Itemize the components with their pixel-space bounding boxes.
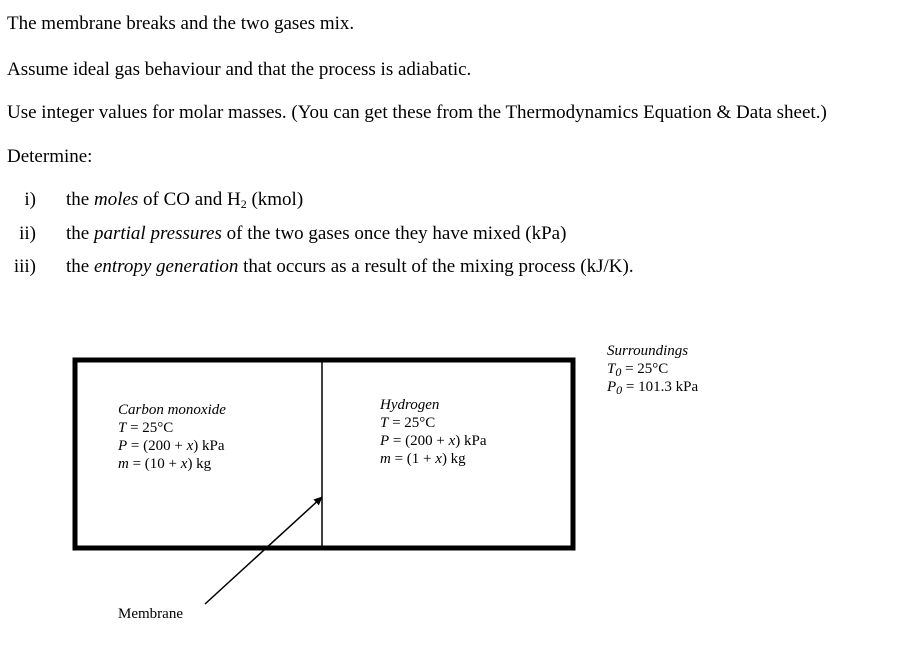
gas-pressure: P = (200 + x) kPa	[380, 433, 487, 449]
intro-line-3: Use integer values for molar masses. (You can get these from the Thermodynamics Equation & Data sheet.)	[7, 102, 827, 123]
surroundings-title: Surroundings	[607, 343, 689, 359]
gas-name: Carbon monoxide	[118, 402, 226, 418]
intro-line-1: The membrane breaks and the two gases mix.	[7, 13, 355, 34]
question-text: the entropy generation that occurs as a result of the mixing process (kJ/K).	[66, 256, 634, 277]
intro-line-4: Determine:	[7, 146, 93, 167]
surroundings-temperature: $T_0 = 25^\circ C$	[607, 361, 669, 379]
surroundings-info	[607, 342, 698, 396]
surroundings-pressure: $P_0 = 101.3$ kPa	[607, 379, 699, 397]
membrane-label: Membrane	[118, 606, 183, 622]
hydrogen-info	[380, 396, 487, 468]
gas-mass: m = (1 + x) kg	[380, 451, 466, 467]
carbon-monoxide-info	[118, 401, 226, 473]
intro-line-2: Assume ideal gas behaviour and that the process is adiabatic.	[7, 59, 472, 80]
question-text: the moles of CO and $H_2$ (kmol)	[66, 189, 304, 211]
gas-mass: m = (10 + x) kg	[118, 456, 212, 472]
question-number: i)	[24, 189, 36, 210]
question-text: the partial pressures of the two gases once they have mixed (kPa)	[66, 223, 567, 244]
question-number: ii)	[19, 223, 36, 244]
gas-temperature: T = 25°C	[118, 420, 174, 436]
question-number: iii)	[13, 256, 36, 277]
gas-pressure: P = (200 + x) kPa	[118, 438, 225, 454]
gas-temperature: T = 25°C	[380, 415, 436, 431]
gas-name: Hydrogen	[380, 397, 440, 413]
